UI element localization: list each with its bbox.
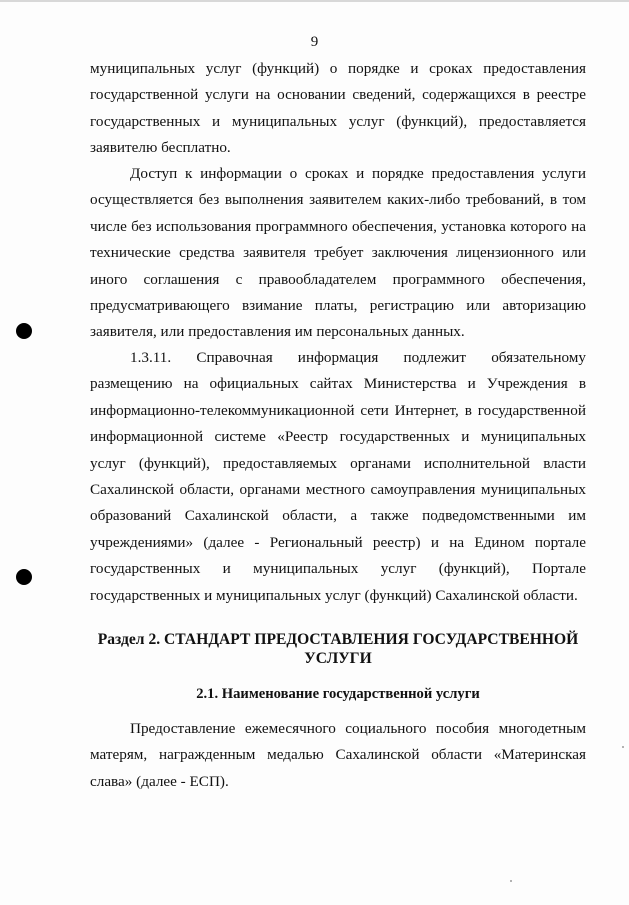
scan-top-edge [0,0,629,2]
page-number: 9 [310,34,319,50]
punch-hole-icon [16,323,32,339]
paragraph-2: Доступ к информации о сроках и порядке предоставления услуги осуществляется без выполнения заявителем каких-либо требований, в том числе без использования программного обеспечения, установка которого на технические средства заявителя требует заключения лицензионного или иного соглашения с правообладателем программного обеспечения, предусматривающего взимание платы, регистрацию или авторизацию заявителя, или предоставления им персональных данных. [90,165,586,341]
subsection-title: 2.1. Наименование государственной услуги [196,686,480,702]
scan-speck [510,880,512,882]
paragraph-4: Предоставление ежемесячного социального пособия многодетным матерям, награжденным медалью Сахалинской области «Материнская слава» (далее - ЕСП). [90,720,586,790]
section-title: Раздел 2. СТАНДАРТ ПРЕДОСТАВЛЕНИЯ ГОСУДАРСТВЕННОЙ УСЛУГИ [97,631,579,667]
punch-hole-icon [16,569,32,585]
scan-speck [622,746,624,748]
paragraph-1: муниципальных услуг (функций) о порядке и сроках предоставления государственной услуги на основании сведений, содержащихся в реестре государственных и муниципальных услуг (функций), предоставляется заявителю бесплатно. [90,60,586,157]
paragraph-3: 1.3.11. Справочная информация подлежит обязательному размещению на официальных сайтах Министерства и Учреждения в информационно-телекоммуникационной сети Интернет, в государственной информационной системе «Реестр государственных и муниципальных услуг (функций), предоставляемых органами исполнительной власти Сахалинской области, органами местного самоуправления муниципальных образований Сахалинской области, а также подведомственными им учреждениями» (далее - Региональный реестр) и на Едином портале государственных и муниципальных услуг (функций), Портале государственных и муниципальных услуг (функций) Сахалинской области. [90,349,586,604]
